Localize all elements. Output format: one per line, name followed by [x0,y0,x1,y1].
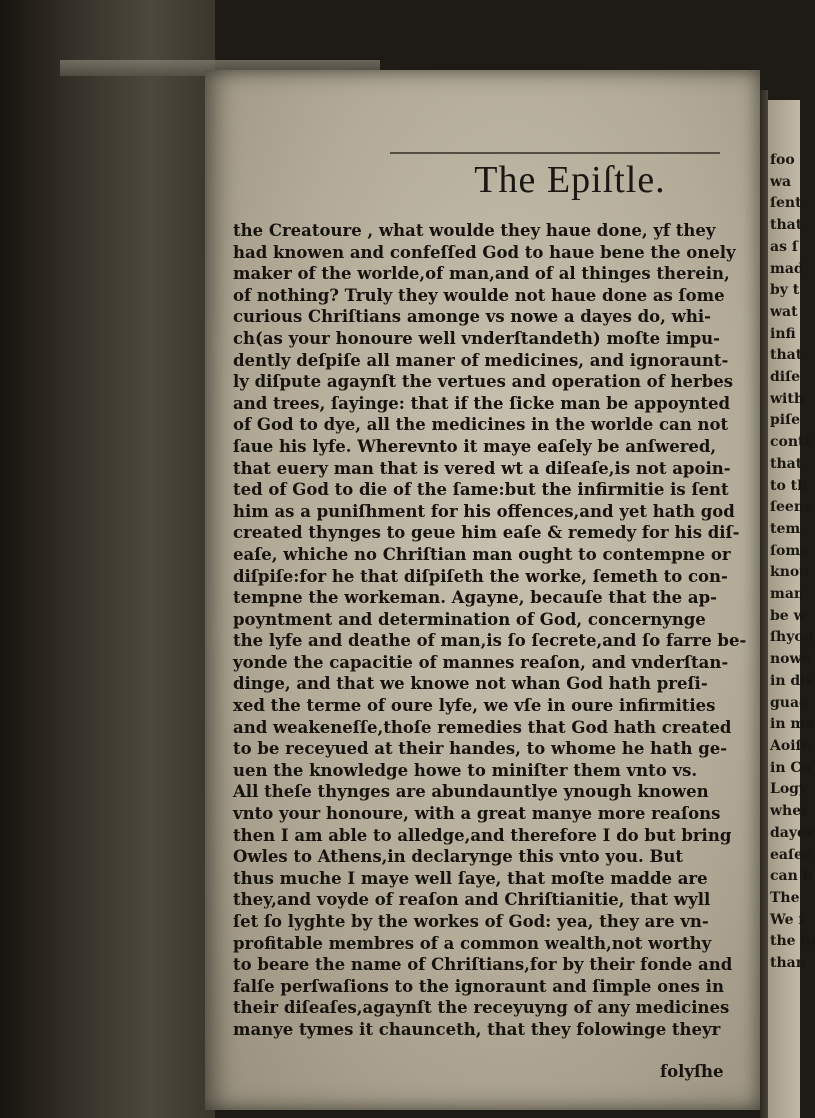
text-line: ted of God to die of the ſame:but the infirmitie is ſent [233,480,729,500]
facing-page-text [768,150,815,975]
text-line: to beare the name of Chriſtians,for by their fonde and [233,955,733,975]
facing-text-line: in dis [770,672,814,689]
text-line: and trees, ſayinge: that if the ſicke man be appoynted [233,393,730,413]
facing-text-line: in ma [770,716,815,733]
facing-text-line: ſome [770,542,810,559]
facing-text-line: to th [770,477,808,494]
facing-text-line: ſeene [770,499,813,516]
facing-text-line: eaſes [770,846,811,863]
text-line: uen the knowledge howe to miniſter them vnto vs. [233,760,698,780]
text-line: then I am able to alledge,and therefore I do but bring [233,825,732,845]
facing-page-fragment [768,100,815,1118]
text-line: of nothing? Truly they woulde not haue done as ſome [233,285,725,305]
text-line: tempne the workeman. Agayne, becauſe that the ap- [233,588,718,608]
facing-text-line: infi [770,325,796,342]
text-line: they,and voyde of reaſon and Chriſtianitie, that wyll [233,890,711,910]
text-line: diſpiſe:for he that diſpiſeth the worke, ſemeth to con- [233,566,728,586]
book-fold [760,90,768,1118]
text-line: yonde the capacitie of mannes reaſon, and vnderſtan- [233,652,729,672]
facing-text-line: Logy [770,781,808,798]
facing-text-line: knou [770,564,810,581]
facing-text-line: with [770,390,805,407]
facing-text-line: than [770,955,806,972]
facing-text-line: be w [770,607,806,624]
facing-text-line: We ſ [770,911,805,928]
facing-text-line: as ſ [770,238,798,255]
text-line: curious Chriſtians amonge vs nowe a dayes do, whi- [233,307,711,327]
facing-text-line: the lo [770,933,815,950]
text-line: maker of the worlde,of man,and of al thinges therein, [233,264,730,284]
text-line: of God to dye, all the medicines in the worlde can not [233,415,729,435]
facing-text-line: that [770,347,803,364]
text-line: the lyfe and deathe of man,is ſo ſecrete,and ſo farre be- [233,631,747,651]
book-page [205,70,760,1110]
facing-text-line: Aoiſe [770,737,811,754]
facing-text-line: tem. [770,520,806,537]
text-line: that euery man that is vered wt a diſeaſe,is not apoin- [233,458,731,478]
text-line: ſet ſo lyghte by the workes of God: yea, they are vn- [233,912,709,931]
text-line: created thynges to geue him eaſe & remedy for his diſ- [233,523,740,543]
facing-text-line: ſhyou [770,629,814,646]
text-line: the Creatoure , what woulde they haue done, yf they [233,221,716,240]
facing-text-line: that [770,455,803,472]
facing-text-line: diſe [770,369,801,386]
running-head: The Epiſtle. [474,159,666,201]
text-line: manye tymes it chaunceth, that they folowinge theyr [233,1019,721,1039]
facing-text-line: The [770,889,800,906]
text-line: ly diſpute agaynſt the vertues and operation of herbes [233,372,734,392]
left-gutter-shadow [0,0,215,1118]
text-line: dently deſpiſe all maner of medicines, and ignoraunt- [233,350,729,370]
facing-text-line: ſent [770,195,802,212]
text-line: falſe perſwaſions to the ignoraunt and ſimple ones in [233,976,724,996]
facing-text-line: nowe [770,651,811,668]
facing-text-line: wher [770,803,809,820]
facing-text-line: piſe [770,412,801,429]
facing-text-line: conte [770,434,814,451]
text-line: vnto your honoure, with a great manye more reaſons [233,804,721,824]
text-line: xed the terme of oure lyfe, we vſe in oure infirmities [233,696,716,716]
text-line: thus muche I maye well ſaye, that moſte madde are [233,868,708,888]
facing-text-line: in Co [770,759,811,776]
catchword: folyſhe [660,1062,724,1081]
facing-text-line: dayes [770,824,814,841]
facing-text-line: guag [770,694,809,711]
text-line: Owles to Athens,in declarynge this vnto you. But [233,847,684,867]
text-line: ch(as your honoure well vnderſtandeth) moſte impu- [233,328,720,348]
text-line: and weakeneſſe,thoſe remedies that God hath created [233,717,732,737]
page-body-text [233,220,747,1041]
text-line: eaſe, whiche no Chriſtian man ought to contempne or [233,544,731,564]
facing-text-line: wat [770,303,798,320]
facing-text-line: foo [770,152,795,168]
text-line: poyntment and determination of God, concernynge [233,609,706,629]
text-line: profitable membres of a common wealth,not worthy [233,933,712,953]
text-line: their diſeaſes,agaynſt the receyuyng of any medicines [233,998,730,1018]
text-line: dinge, and that we knowe not whan God hath preſi- [233,674,708,694]
facing-text-line: by t [770,282,800,299]
text-line: him as a puniſhment for his offences,and yet hath god [233,501,735,521]
text-line: All theſe thynges are abundauntlye ynough knowen [233,782,709,802]
facing-text-line: can h [770,868,813,885]
text-line: ſaue his lyfe. Wherevnto it maye eaſely be anſwered, [233,436,717,456]
facing-text-line: that [770,217,803,234]
text-line: had knowen and confeſſed God to haue bene the onely [233,242,736,262]
facing-text-line: wa [770,173,792,190]
facing-text-line: mad [770,260,804,277]
text-line: to be receyued at their handes, to whome he hath ge- [233,739,728,759]
header-rule [390,152,720,154]
facing-text-line: man [770,586,805,603]
